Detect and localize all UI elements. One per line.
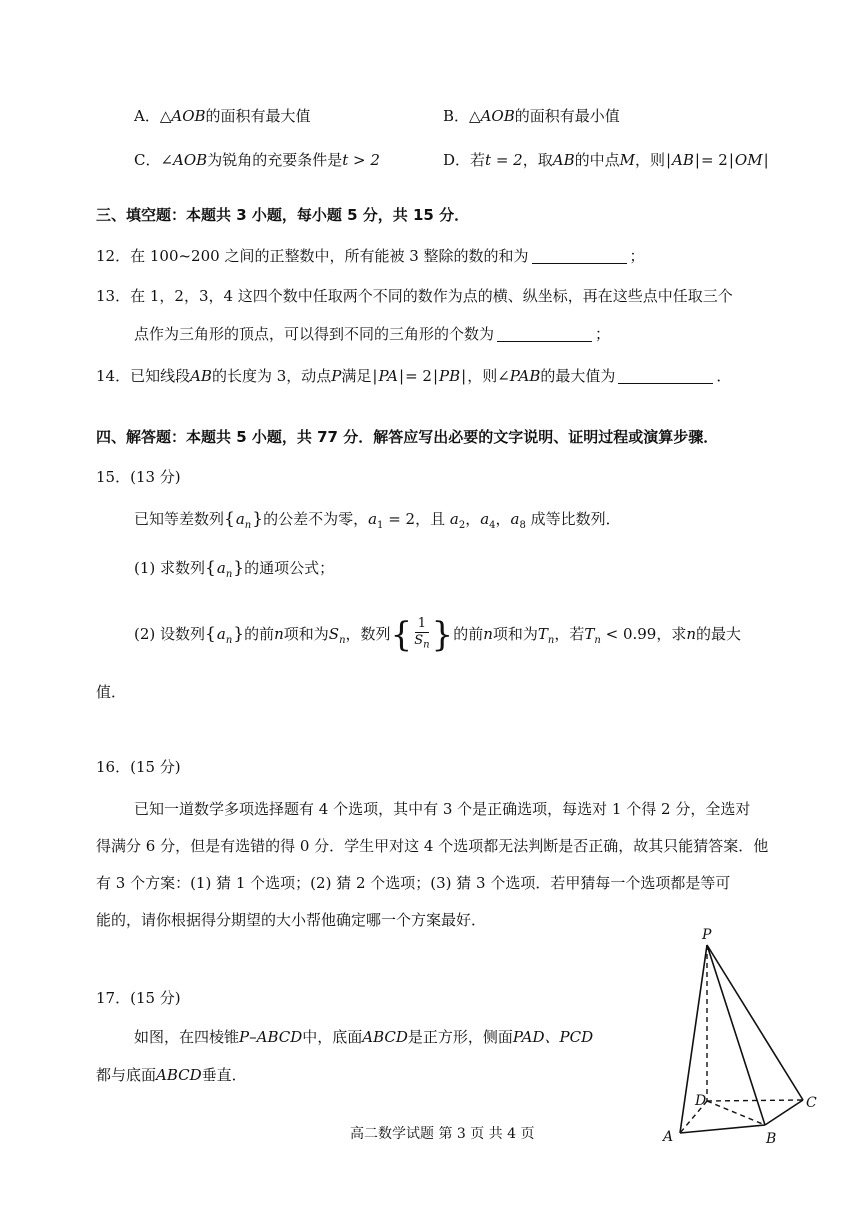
option-c-condition: t > 2: [342, 151, 380, 169]
q15-part1-text: 的通项公式；: [244, 559, 335, 577]
edge-pc: [707, 945, 803, 1100]
q13-text: 点作为三角形的顶点，可以得到不同的三角形的个数为: [134, 325, 495, 343]
q15-part1-label: (1) 求数列: [134, 559, 206, 577]
triangle-aob: △AOB: [469, 107, 515, 125]
var-n: n: [274, 625, 284, 643]
option-a: [134, 104, 311, 128]
answer-blank-12[interactable]: [532, 247, 627, 264]
q14-text3: ，则: [467, 367, 498, 385]
option-a-text: 的面积有最大值: [205, 107, 311, 125]
question-16-line2: 得满分 6 分，但是有选错的得 0 分．学生甲对这 4 个选项都无法判断是否正确，故其只能猜答案．他: [96, 837, 769, 855]
q13-end: ；: [595, 325, 611, 343]
segment-ab: AB: [190, 367, 212, 385]
fraction-1-over-sn: $\frac{1}{S_n}$: [414, 616, 430, 651]
question-16-line3: 有 3 个方案：(1) 猜 1 个选项；(2) 猜 2 个选项；(3) 猜 3 个选项．若甲猜每一个选项都是等可: [96, 874, 731, 892]
q15-part2-label: (2) 设数列: [134, 625, 206, 643]
q12-text: 12．在 100~200 之间的正整数中，所有能被 3 整除的数的和为: [96, 247, 529, 265]
point-m: M: [619, 151, 635, 169]
abs-om: | OM |: [728, 151, 770, 169]
question-16-line4: 能的，请你根据得分期望的大小帮他确定哪一个方案最好．: [96, 911, 487, 929]
question-14: [96, 364, 731, 388]
section4-title: 四、解答题：本题共 5 小题，共 77 分．解答应写出必要的文字说明、证明过程或演算步骤．: [96, 428, 719, 446]
sum-tn: $T_n$: [537, 625, 555, 646]
question-17-line1: 如图，在四棱锥P–ABCD中，底面ABCD是正方形，侧面PAD、PCD: [134, 1028, 594, 1046]
q12-end: ；: [629, 247, 645, 265]
question-13-line2: [134, 322, 610, 346]
edge-pb: [707, 945, 765, 1125]
option-c-text: 为锐角的充要条件是: [207, 151, 343, 169]
option-c: [134, 148, 380, 172]
segment-ab: AB: [552, 151, 575, 169]
option-d-text: ，取: [522, 151, 553, 169]
sequence-an: { $a_n$ }: [205, 559, 244, 577]
pyramid-name: P–ABCD: [239, 1028, 303, 1046]
answer-blank-13[interactable]: [497, 325, 592, 342]
option-b: [443, 104, 620, 128]
term-a1: $a_1$: [368, 510, 384, 531]
edge-db: [707, 1101, 765, 1125]
abs-pb: | PB |: [432, 367, 467, 385]
q15-stem-text3: 成等比数列．: [530, 510, 621, 528]
q14-end: ．: [716, 367, 732, 385]
option-a-label: A．: [134, 107, 160, 125]
question-15-part2: (2) 设数列{ $a_n$ } 的前n项和为$S_n$，数列{ $\frac{1}{S_n}$ }的前n项和为$T_n$，若$T_n < 0.99$，求n的最大: [134, 610, 741, 665]
page-footer: 高二数学试题 第 3 页 共 4 页: [350, 1126, 535, 1142]
edge-dc: [707, 1100, 803, 1101]
option-c-label: C．: [134, 151, 161, 169]
option-d: [443, 148, 770, 172]
q15-stem-text2: 的公差不为零，: [263, 510, 369, 528]
question-15-stem: 已知等差数列{ $a_n$ } 的公差不为零，$a_1 = 2$，且 $a_2$，$a_4$，$a_8$ 成等比数列．: [134, 507, 621, 538]
pyramid-figure: [655, 925, 835, 1155]
question-17-header: 17．(15 分): [96, 989, 181, 1007]
section3-title: 三、填空题：本题共 3 小题，每小题 5 分，共 15 分．: [96, 206, 470, 224]
edge-bc: [765, 1100, 803, 1125]
q14-text1: 的长度为 3，动点: [211, 367, 332, 385]
label-c: C: [806, 1095, 817, 1111]
sequence-an: { $a_n$ }: [205, 625, 244, 643]
option-b-text: 的面积有最小值: [514, 107, 620, 125]
sum-sn: $S_n$: [328, 625, 346, 646]
q15-stem-text1: 已知等差数列: [134, 510, 225, 528]
question-16-line1: 已知一道数学多项选择题有 4 个选项，其中有 3 个是正确选项，每选对 1 个得 2 分，全选对: [134, 800, 751, 818]
angle-aob: ∠AOB: [160, 151, 208, 169]
q15-condition: < 0.99: [600, 625, 657, 643]
label-p: P: [702, 927, 712, 943]
label-d: D: [695, 1093, 707, 1109]
question-15-part1: [134, 556, 334, 587]
faces-pad-pcd: PAD、PCD: [512, 1028, 594, 1046]
option-d-t: t = 2: [485, 151, 523, 169]
option-b-label: B．: [443, 107, 470, 125]
question-15-part2-wrap: 值．: [96, 683, 127, 701]
question-16-header: 16．(15 分): [96, 758, 181, 776]
label-a: A: [663, 1129, 674, 1145]
sequence-an: { $a_n$ }: [224, 510, 263, 528]
triangle-aob: △AOB: [159, 107, 206, 125]
point-p: P: [331, 367, 342, 385]
label-b: B: [766, 1131, 777, 1147]
abs-ab: | AB |: [665, 151, 701, 169]
question-17-line2: 都与底面ABCD垂直．: [96, 1066, 247, 1084]
abs-pa: | PA |: [371, 367, 405, 385]
answer-blank-14[interactable]: [618, 367, 713, 384]
term-a2: $a_2$: [449, 510, 466, 531]
option-d-label: D．若: [443, 151, 486, 169]
option-d-then: ，则: [634, 151, 665, 169]
base-abcd: ABCD: [362, 1028, 408, 1046]
question-15-header: 15．(13 分): [96, 468, 181, 486]
q14-text4: 的最大值为: [540, 367, 616, 385]
option-d-eq: = 2: [700, 151, 728, 169]
question-12: [96, 244, 645, 268]
term-a8: $a_8$: [510, 510, 526, 531]
angle-pab: ∠PAB: [497, 367, 541, 385]
edge-ab: [680, 1125, 765, 1133]
question-13-line1: 13．在 1，2，3，4 这四个数中任取两个不同的数作为点的横、纵坐标，再在这些点中任取三个: [96, 287, 733, 305]
option-d-text2: 的中点: [574, 151, 620, 169]
q15-a1-value: = 2，且: [383, 510, 446, 528]
q14-prefix: 14．已知线段: [96, 367, 191, 385]
q14-text2: 满足: [341, 367, 372, 385]
q14-eq: = 2: [405, 367, 432, 385]
term-a4: $a_4$: [480, 510, 496, 531]
